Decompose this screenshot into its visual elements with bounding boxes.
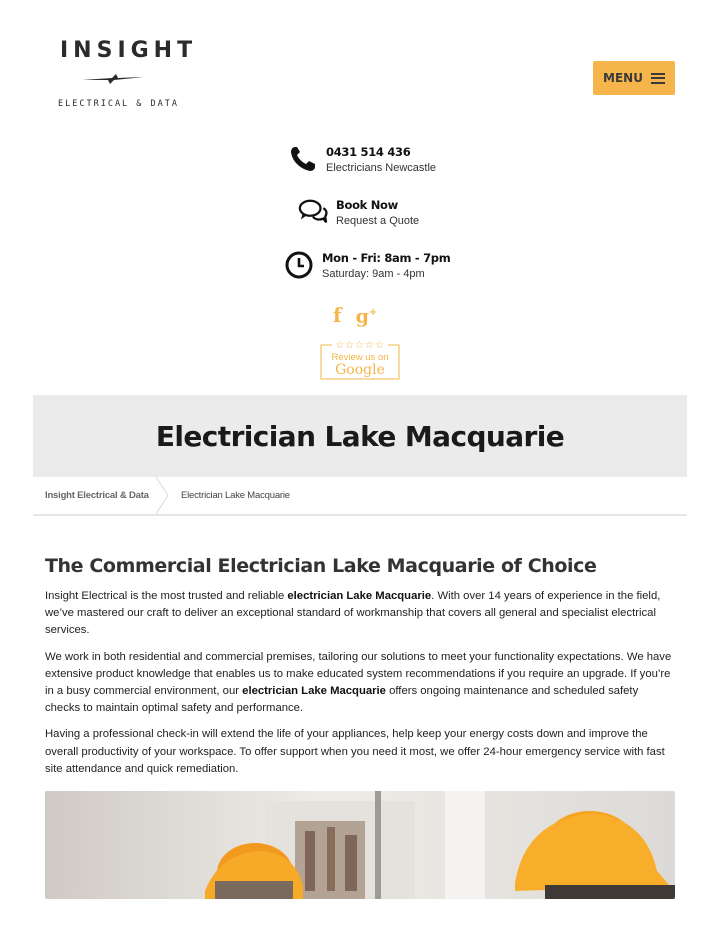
page-hero: [33, 395, 687, 477]
book-now-contact[interactable]: [298, 197, 419, 227]
google-review-badge[interactable]: [320, 340, 400, 380]
support-paragraph: Having a professional check-in will extend the life of your appliances, help keep your energy costs down and improve the overall productivity of your workspace. To offer support when you need it most, we offer 24-hour emergency service with fast site attendance and quick remediation.: [45, 728, 665, 775]
review-caption: Review us on: [331, 352, 389, 363]
hamburger-icon: [651, 73, 665, 84]
opening-hours: [284, 250, 450, 280]
page-title: Electrician Lake Macquarie: [155, 419, 565, 453]
google-wordmark: Google: [335, 362, 385, 378]
breadcrumb: [33, 477, 687, 516]
logo-wordmark: INSIGHT: [60, 38, 198, 63]
phone-caption: Electricians Newcastle: [326, 161, 437, 174]
electricians-photo: [45, 791, 675, 899]
photo-illustration: [45, 791, 675, 899]
clock-icon: [284, 250, 314, 280]
intro-paragraph: [45, 588, 675, 640]
plus-glyph: +: [368, 307, 378, 318]
breadcrumb-current: Electrician Lake Macquarie: [181, 490, 290, 501]
breadcrumb-chevron-icon: [155, 477, 169, 514]
book-now-label[interactable]: Book Now: [336, 197, 398, 212]
book-now-caption: Request a Quote: [336, 214, 420, 227]
weekday-hours: Mon - Fri: 8am - 7pm: [322, 250, 451, 265]
star-rating-icon: ☆☆☆☆☆: [335, 340, 385, 351]
p2-text-a: We work in both residential and commercial premises, tailoring our solutions to meet your functionality expectations. We have extensive product knowledge that enables us to make educated system recommendations if you require an upgrade. If you’re in a busy commercial environment, our: [45, 650, 672, 698]
p1-keyword: electrician Lake Macquarie: [287, 590, 432, 602]
facebook-icon[interactable]: f: [333, 302, 342, 327]
menu-button[interactable]: [593, 61, 675, 95]
menu-label: MENU: [603, 71, 643, 85]
google-glyph: g: [355, 305, 369, 328]
google-plus-icon[interactable]: [356, 302, 378, 327]
p2-keyword: electrician Lake Macquarie: [242, 685, 386, 698]
social-links: [333, 302, 377, 327]
section-heading: The Commercial Electrician Lake Macquarie of Choice: [45, 555, 597, 577]
services-paragraph: [45, 649, 675, 718]
phone-number[interactable]: 0431 514 436: [326, 144, 411, 159]
saturday-hours: Saturday: 9am - 4pm: [322, 267, 425, 280]
p1-text-b: . With over 14 years of experience in the field, we’ve mastered our craft to deliver an exceptional standard of workmanship that covers all general and specialist electrical services.: [45, 590, 661, 637]
chat-bubbles-icon: [298, 197, 328, 227]
main-content: [45, 555, 675, 787]
phone-icon: [288, 144, 318, 174]
p2-text-b: offers ongoing maintenance and scheduled safety checks to maintain optimal safety and performance.: [45, 685, 639, 715]
p1-text-a: Insight Electrical is the most trusted and reliable: [45, 590, 288, 602]
breadcrumb-home-link[interactable]: Insight Electrical & Data: [45, 490, 149, 501]
site-logo[interactable]: [56, 38, 198, 112]
logo-subtitle: ELECTRICAL & DATA: [58, 99, 179, 109]
phone-contact[interactable]: [288, 144, 436, 174]
lightning-bolt-icon: [82, 74, 144, 84]
